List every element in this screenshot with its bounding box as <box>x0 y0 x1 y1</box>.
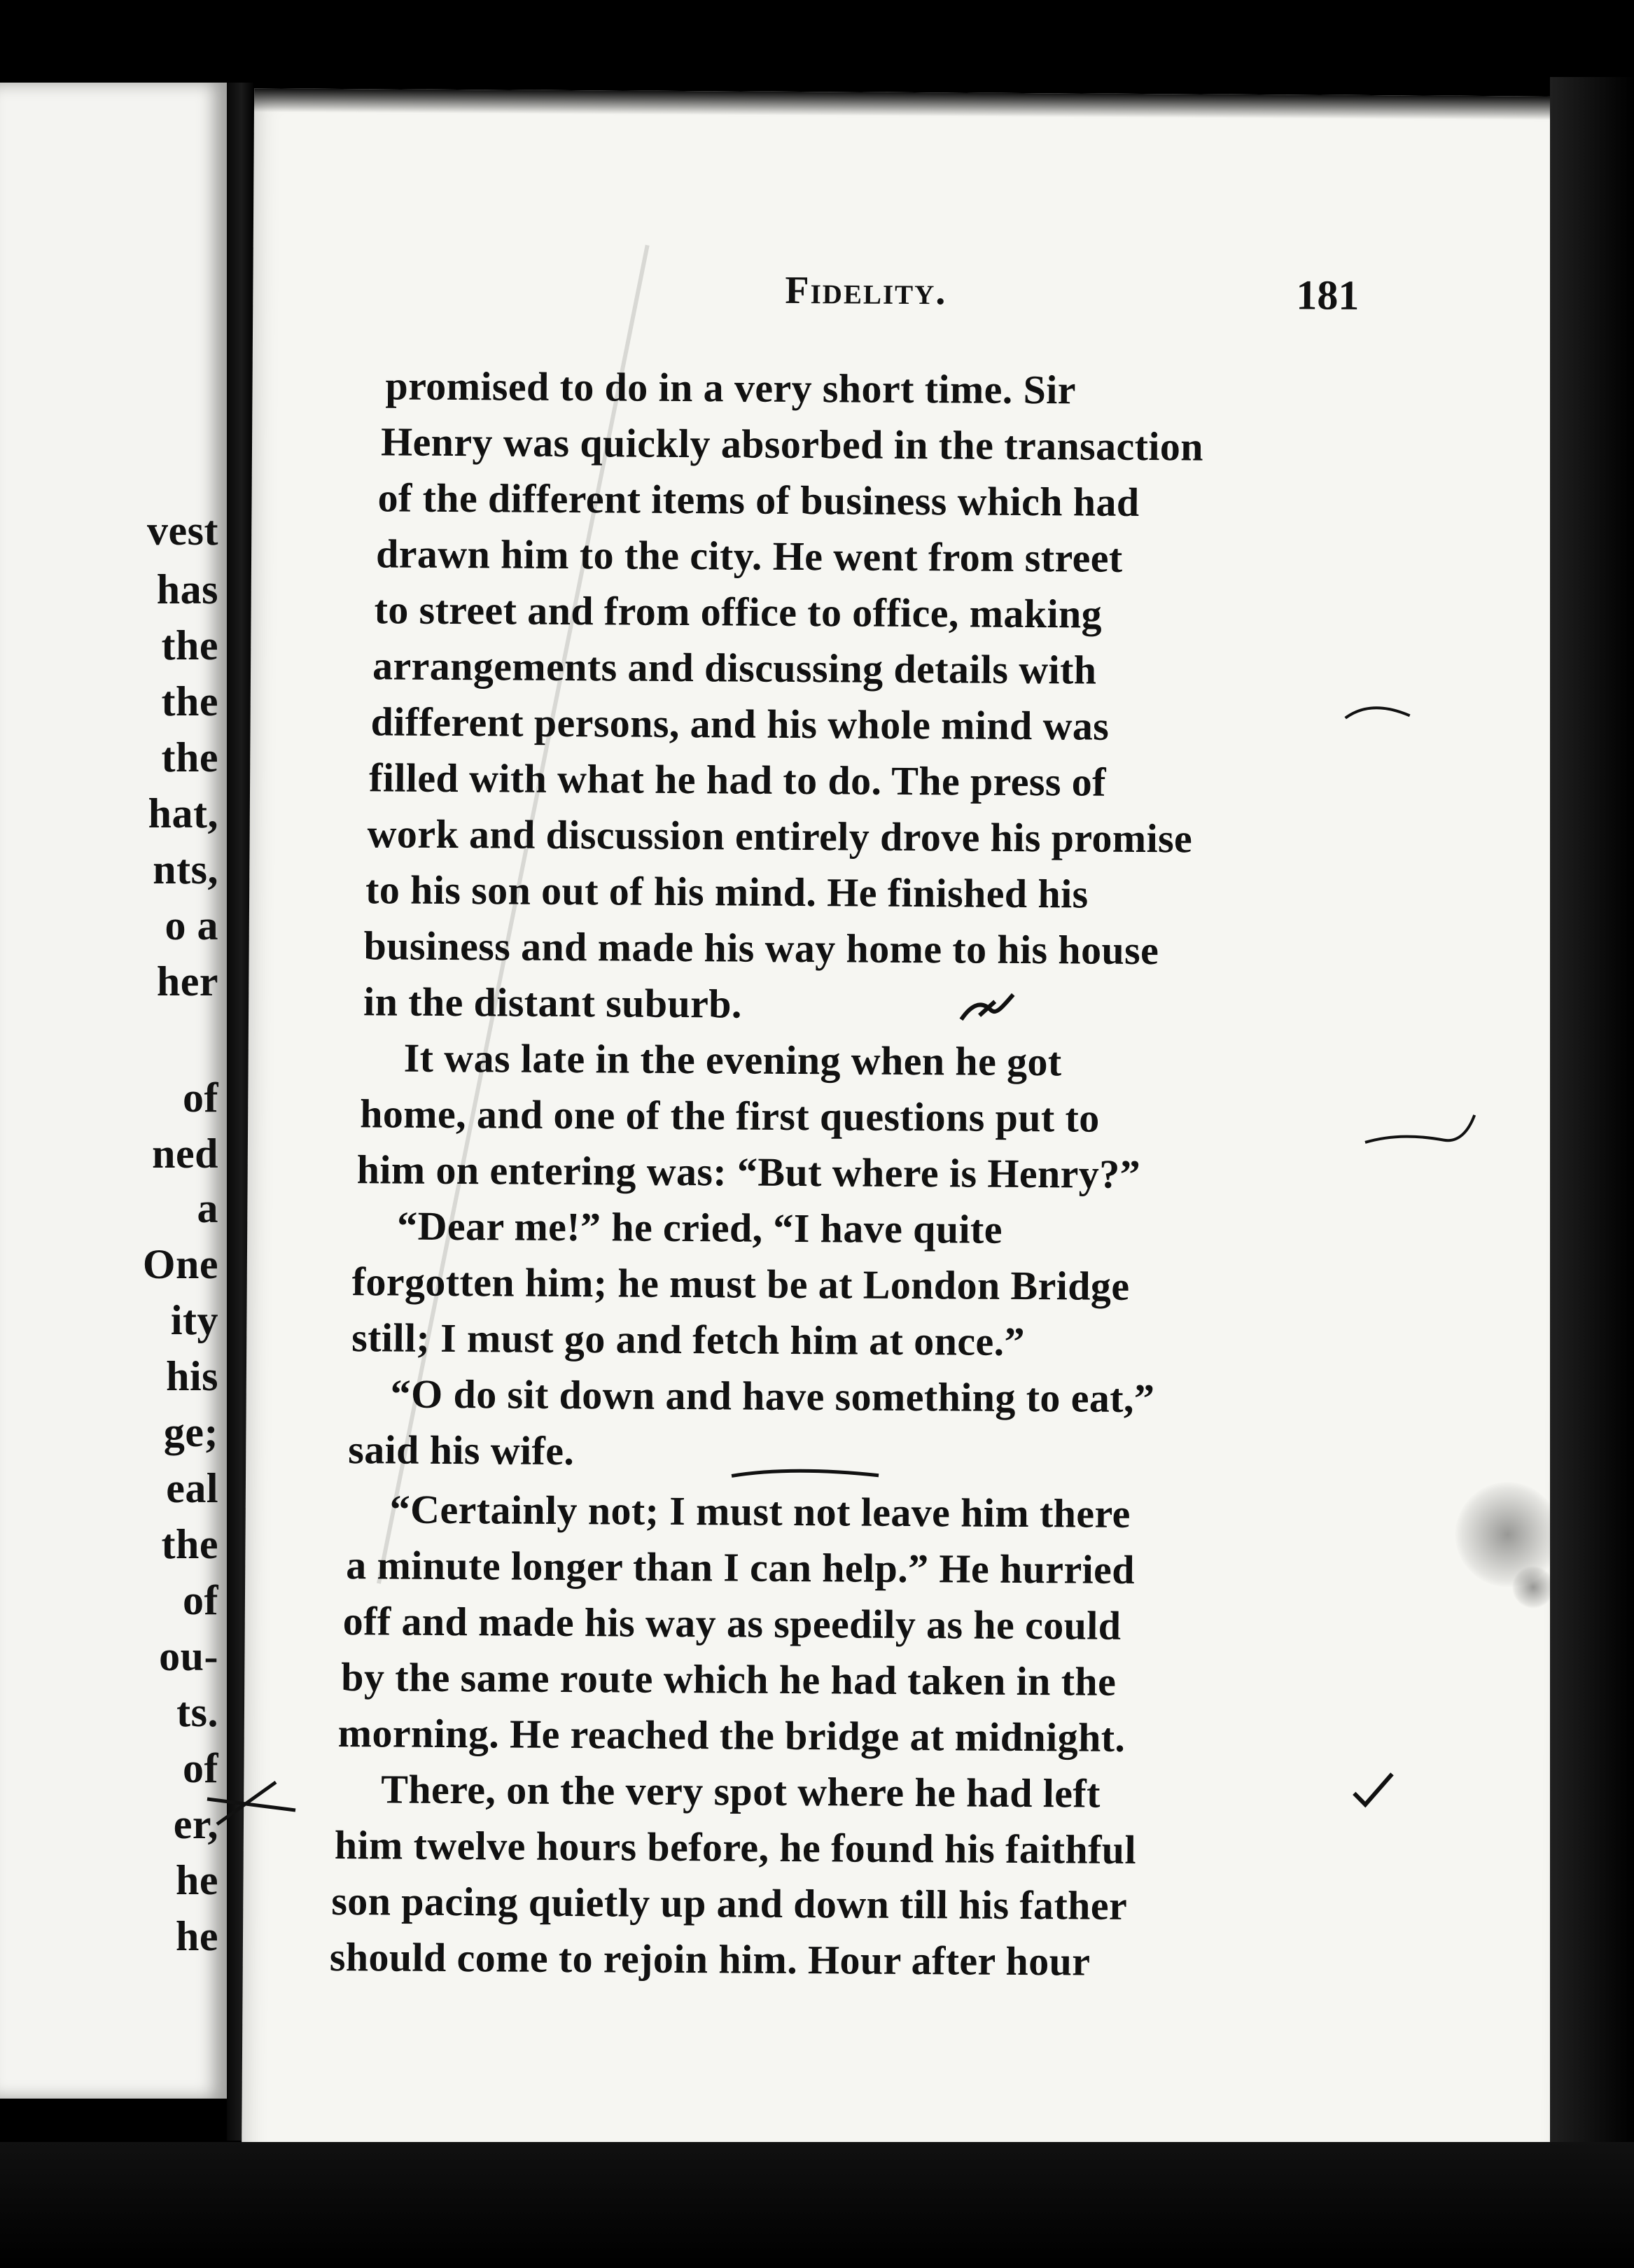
body-text-line: son pacing quietly up and down till his father <box>331 1877 1128 1928</box>
left-page-fragment: ou- <box>159 1633 218 1679</box>
body-text-line: “O do sit down and have something to eat,” <box>390 1371 1155 1422</box>
ink-scribble-icon <box>956 988 1019 1031</box>
body-text-line: forgotten him; he must be at London Bridge <box>351 1259 1130 1309</box>
left-page-fragment: ned <box>152 1130 218 1177</box>
left-page-fragment: her <box>156 958 218 1004</box>
margin-pencil-curve <box>1342 697 1419 747</box>
body-text-line: of the different items of business which had <box>377 475 1140 525</box>
body-text-line: him twelve hours before, he found his faithful <box>334 1821 1137 1872</box>
body-text-line: him on entering was: “But where is Henry?” <box>356 1147 1141 1198</box>
body-text-line: morning. He reached the bridge at midnight. <box>337 1710 1126 1760</box>
body-text-line: business and made his way home to his house <box>363 923 1159 974</box>
left-page-fragment: One <box>142 1241 218 1287</box>
left-page-fragment: he <box>176 1913 218 1959</box>
left-page-fragment: of <box>183 1745 218 1791</box>
body-text-line: arrangements and discussing details with <box>372 643 1097 693</box>
left-page <box>0 83 227 2099</box>
bottom-edge-shadow <box>0 2142 1634 2268</box>
margin-x-mark-icon <box>203 1771 301 1834</box>
body-text-line: different persons, and his whole mind was <box>370 699 1110 749</box>
check-mark-icon <box>1350 1768 1399 1810</box>
left-page-fragment: has <box>156 566 218 612</box>
right-page-content <box>242 88 1579 2188</box>
body-text-line: promised to do in a very short time. Sir <box>385 363 1077 413</box>
left-page-fragment: o a <box>165 902 218 948</box>
body-text-line: It was late in the evening when he got <box>403 1035 1062 1085</box>
left-page-fragment: hat, <box>148 790 218 836</box>
left-page-fragment: a <box>197 1185 218 1231</box>
body-text-line: work and discussion entirely drove his promise <box>367 811 1193 862</box>
body-text-line: filled with what he had to do. The press of <box>368 755 1107 805</box>
left-page-fragment: ts. <box>176 1689 218 1735</box>
right-page <box>242 88 1579 2188</box>
left-page-fragment: vest <box>147 507 218 554</box>
body-text-line: Henry was quickly absorbed in the transaction <box>380 419 1204 470</box>
body-text-line: drawn him to the city. He went from street <box>375 531 1123 581</box>
body-text-line: off and made his way as speedily as he could <box>342 1598 1122 1648</box>
left-page-fragment: the <box>161 622 218 668</box>
left-page-fragment: of <box>183 1577 218 1623</box>
left-page-fragment: of <box>183 1074 218 1121</box>
left-page-fragment: nts, <box>153 846 218 892</box>
right-edge-shadow <box>1550 77 1634 2212</box>
left-page-fragment: er, <box>173 1801 218 1847</box>
page-stain <box>1512 1566 1554 1608</box>
left-page-fragment: the <box>161 1521 218 1567</box>
left-page-fragment: eal <box>166 1465 218 1511</box>
body-text-line: There, on the very spot where he had left <box>381 1766 1101 1816</box>
margin-pencil-curve <box>1361 1110 1480 1167</box>
body-text-line: by the same route which he had taken in the <box>341 1654 1117 1704</box>
underline-mark <box>729 1463 883 1483</box>
left-page-fragment: ge; <box>163 1409 218 1455</box>
body-text-line: “Certainly not; I must not leave him there <box>389 1486 1131 1536</box>
left-page-fragment: the <box>161 678 218 724</box>
left-page-fragment: his <box>166 1353 218 1399</box>
running-head: Fidelity. <box>785 268 947 314</box>
page-number: 181 <box>1296 272 1360 318</box>
left-page-fragment: he <box>176 1857 218 1903</box>
left-page-fragment: the <box>161 734 218 780</box>
body-text-line: to his son out of his mind. He finished his <box>365 867 1089 917</box>
body-text-line: in the distant suburb. <box>363 979 743 1027</box>
body-text-line: to street and from office to office, making <box>374 587 1103 637</box>
body-text-line: said his wife. <box>348 1427 575 1474</box>
body-text-line: should come to rejoin him. Hour after hour <box>329 1933 1091 1984</box>
left-page-fragment: ity <box>170 1297 218 1343</box>
body-text-line: “Dear me!” he cried, “I have quite <box>397 1203 1003 1252</box>
body-text-line: a minute longer than I can help.” He hurried <box>346 1542 1136 1592</box>
body-text-line: home, and one of the first questions put to <box>360 1091 1100 1141</box>
body-text-line: still; I must go and fetch him at once.” <box>351 1315 1026 1365</box>
